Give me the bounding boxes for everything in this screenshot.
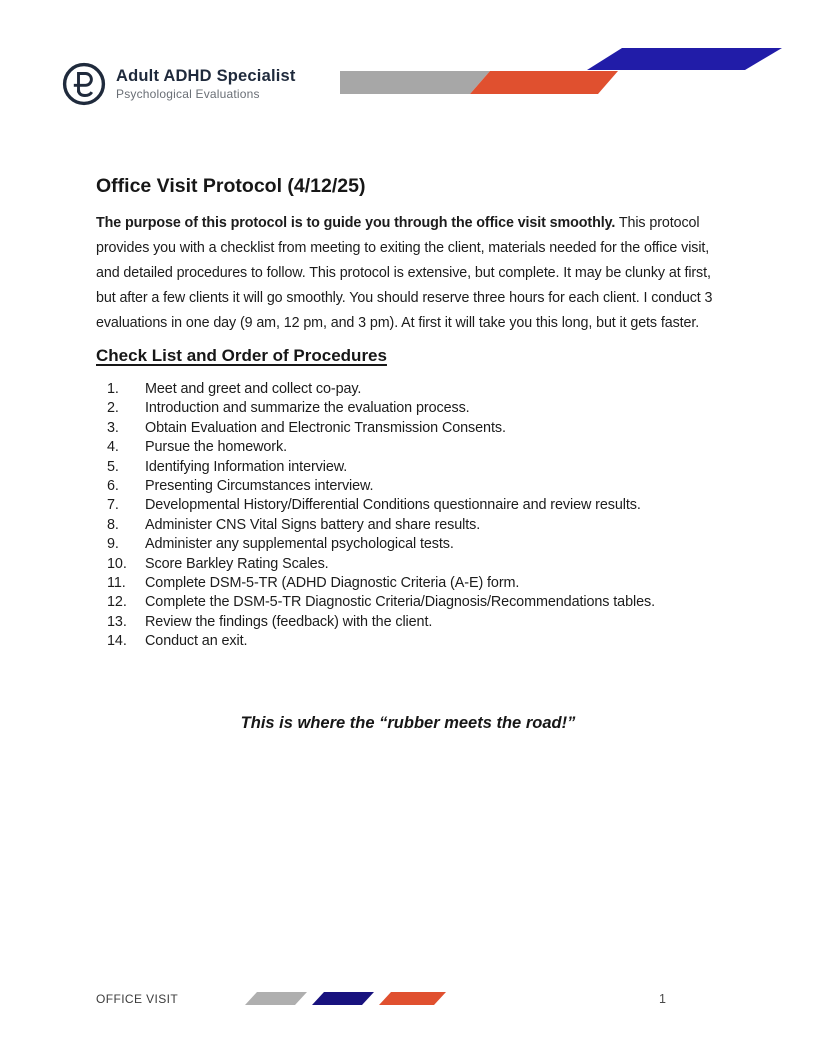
footer-stripe-gray bbox=[245, 992, 307, 1005]
footer-stripe-navy bbox=[312, 992, 374, 1005]
logo-subtitle: Psychological Evaluations bbox=[116, 87, 260, 102]
intro-bold-lead: The purpose of this protocol is to guide you through the office visit smoothly. bbox=[96, 215, 616, 231]
checklist-item: Obtain Evaluation and Electronic Transmission Consents. bbox=[145, 419, 506, 436]
checklist-item: Identifying Information interview. bbox=[145, 458, 348, 475]
page-title: Office Visit Protocol (4/12/25) bbox=[96, 175, 366, 197]
checklist-item: Meet and greet and collect co-pay. bbox=[145, 381, 362, 397]
checklist-item: Complete the DSM-5-TR Diagnostic Criteria/Diagnosis/Recommendations tables. bbox=[145, 594, 655, 611]
intro-body-text: This protocol provides you with a checklist from meeting to exiting the client, materials needed for the office visit, and detailed procedures to follow. This protocol is extensive, but complete. It may be clunky at first, but after a few clients it will go smoothly. You should reserve three hours for each client. I conduct 3 evaluations in one day (9 am, 12 pm, and 3 pm). At first it will take you this long, but it gets faster. bbox=[96, 215, 713, 331]
checklist-item: Developmental History/Differential Conditions questionnaire and review results. bbox=[145, 497, 641, 514]
checklist-item: Conduct an exit. bbox=[145, 633, 248, 650]
checklist-item: Pursue the homework. bbox=[145, 439, 287, 456]
footer-page-number: 1 bbox=[659, 992, 666, 1006]
footer-stripe-red bbox=[379, 992, 446, 1005]
logo-title: Adult ADHD Specialist bbox=[116, 66, 296, 85]
document-content bbox=[96, 0, 720, 733]
checklist-item: Introduction and summarize the evaluation process. bbox=[145, 400, 470, 417]
checklist-item: Administer any supplemental psychological tests. bbox=[145, 536, 454, 553]
checklist-item: Complete DSM-5-TR (ADHD Diagnostic Criteria (A-E) form. bbox=[145, 575, 520, 592]
intro-paragraph bbox=[96, 211, 720, 336]
checklist bbox=[96, 380, 720, 652]
footer-stripes-decoration bbox=[243, 992, 453, 1006]
checklist-item: Score Barkley Rating Scales. bbox=[145, 555, 329, 572]
checklist-item: Administer CNS Vital Signs battery and share results. bbox=[145, 516, 481, 533]
tagline: This is where the “rubber meets the road!” bbox=[240, 713, 576, 732]
checklist-item: Review the findings (feedback) with the client. bbox=[145, 613, 433, 630]
footer-label: OFFICE VISIT bbox=[96, 992, 179, 1006]
checklist-item: Presenting Circumstances interview. bbox=[145, 478, 374, 495]
checklist-heading: Check List and Order of Procedures bbox=[96, 346, 387, 365]
